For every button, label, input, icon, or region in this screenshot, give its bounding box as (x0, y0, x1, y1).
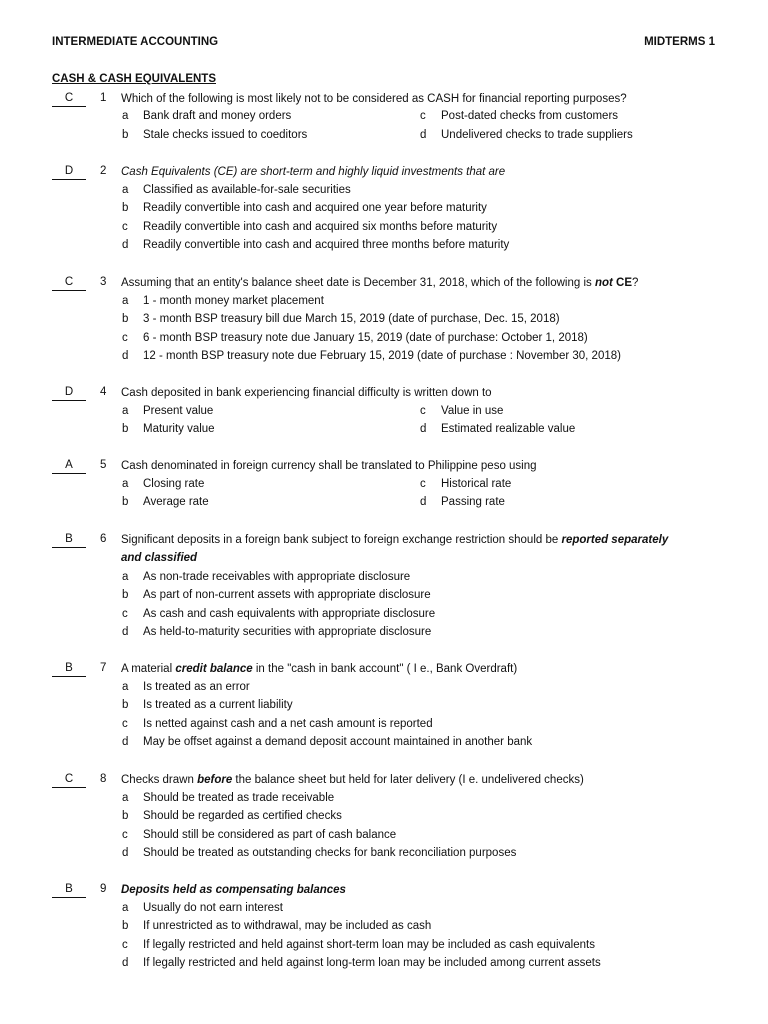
question-number: 5 (100, 459, 107, 471)
question-number: 7 (100, 662, 107, 674)
question-stem: Which of the following is most likely not to be considered as CASH for financial reporting purposes? (121, 93, 627, 105)
question-stem: Significant deposits in a foreign bank subject to foreign exchange restriction should be reported separately and classified (121, 534, 669, 564)
emphasis-text: reported separately and classified (121, 534, 669, 564)
answer-blank: C (52, 274, 86, 291)
question-stem: Checks drawn before the balance sheet but held for later delivery (I e. undelivered checks) (121, 774, 584, 786)
answer-blank: D (52, 163, 86, 180)
question-number: 3 (100, 276, 107, 288)
exam-title: MIDTERMS 1 (644, 36, 715, 48)
document-page: INTERMEDIATE ACCOUNTING MIDTERMS 1 CASH & CASH EQUIVALENTS C 1 Which of the following is most likely not to be considered as CASH for financial reporting purposes? a Bank draft and money orders b Stale checks issued to coeditors c Post-dated checks from customers d Undelivered checks to trade suppliers D 2 Cash Equivalents (CE) are short-term and highly liquid investments that are a Classified as available-for-sale securities b Readily convertible into cash and acquired one year before maturity c Readily convertible into cash and acquired six months before maturity d Readily convertible into cash and acquired three months before maturity C 3 Assuming that an entity's balance sheet date is December 31, 2018, which of the following is not CE? a 1 - month money market placement b 3 - month BSP treasury bill due March 15, 2019 (date of purchase, Dec. 15, 2018) c 6 - month BSP treasury note due January 15, 2019 (date of purchase: October 1, 2018) d 12 - month BSP treasury note due February 15, 2019 (date of purchase : November 30, 2018) D 4 Cash deposited in bank experiencing financial difficulty is written down to a Present value b Maturity value c Value in use d Estimated realizable value A 5 Cash denominated in foreign currency shall be translated to Philippine peso using a Closing rate b Average rate c Historical rate d Passing rate B 6 Significant deposits in a foreign bank subject to foreign exchange restriction should be reported separately and classified a As non-trade receivables with appropriate disclosure b As part of non-current assets with appropriate disclosure c As cash and cash equivalents with appropriate disclosure d As held-to-maturity securities with appropriate disclosure B 7 A material credit balance in the "cash in bank account" ( I e., Bank Overdraft) a Is treated as an error b Is treated as a current liability c Is netted against cash and a net cash amount is reported d May be offset against a demand deposit account maintained in another bank C 8 Checks drawn before the balance sheet but held for later delivery (I e. undelivered checks) a Should be treated as trade receivable b Should be regarded as certified checks c Should still be considered as part of cash balance d Should be treated as outstanding checks for bank reconciliation purposes B 9 Deposits held as compensating balances a Usually do not earn interest b If unrestricted as to withdrawal, may be included as cash c If legally restricted and held against short-term loan may be included as cash equivalents d If legally restricted and held against long-term loan may be included among current assets (52, 36, 715, 969)
emphasis-text: before (197, 774, 233, 786)
question-stem: Cash Equivalents (CE) are short-term and highly liquid investments that are (121, 166, 506, 178)
emphasis-text: not (594, 277, 613, 289)
course-title: INTERMEDIATE ACCOUNTING (52, 36, 219, 48)
question-stem: Deposits held as compensating balances (121, 884, 346, 896)
question-stem: Cash deposited in bank experiencing financial difficulty is written down to (121, 387, 492, 399)
emphasis-text: credit balance (175, 663, 253, 675)
question-number: 9 (100, 883, 107, 895)
question-stem: A material credit balance in the "cash in bank account" ( I e., Bank Overdraft) (121, 663, 518, 675)
answer-blank: B (52, 660, 86, 677)
question-number: 1 (100, 92, 107, 104)
section-title: CASH & CASH EQUIVALENTS (52, 73, 216, 85)
answer-blank: B (52, 531, 86, 548)
answer-blank: A (52, 457, 86, 474)
question-number: 6 (100, 533, 107, 545)
question-number: 2 (100, 165, 107, 177)
question-number: 4 (100, 386, 107, 398)
answer-blank: B (52, 881, 86, 898)
answer-blank: D (52, 384, 86, 401)
question-stem: Cash denominated in foreign currency shall be translated to Philippine peso using (121, 460, 537, 472)
answer-blank: C (52, 771, 86, 788)
question-stem: Assuming that an entity's balance sheet date is December 31, 2018, which of the following is not CE? (121, 277, 639, 289)
question-number: 8 (100, 773, 107, 785)
answer-blank: C (52, 90, 86, 107)
